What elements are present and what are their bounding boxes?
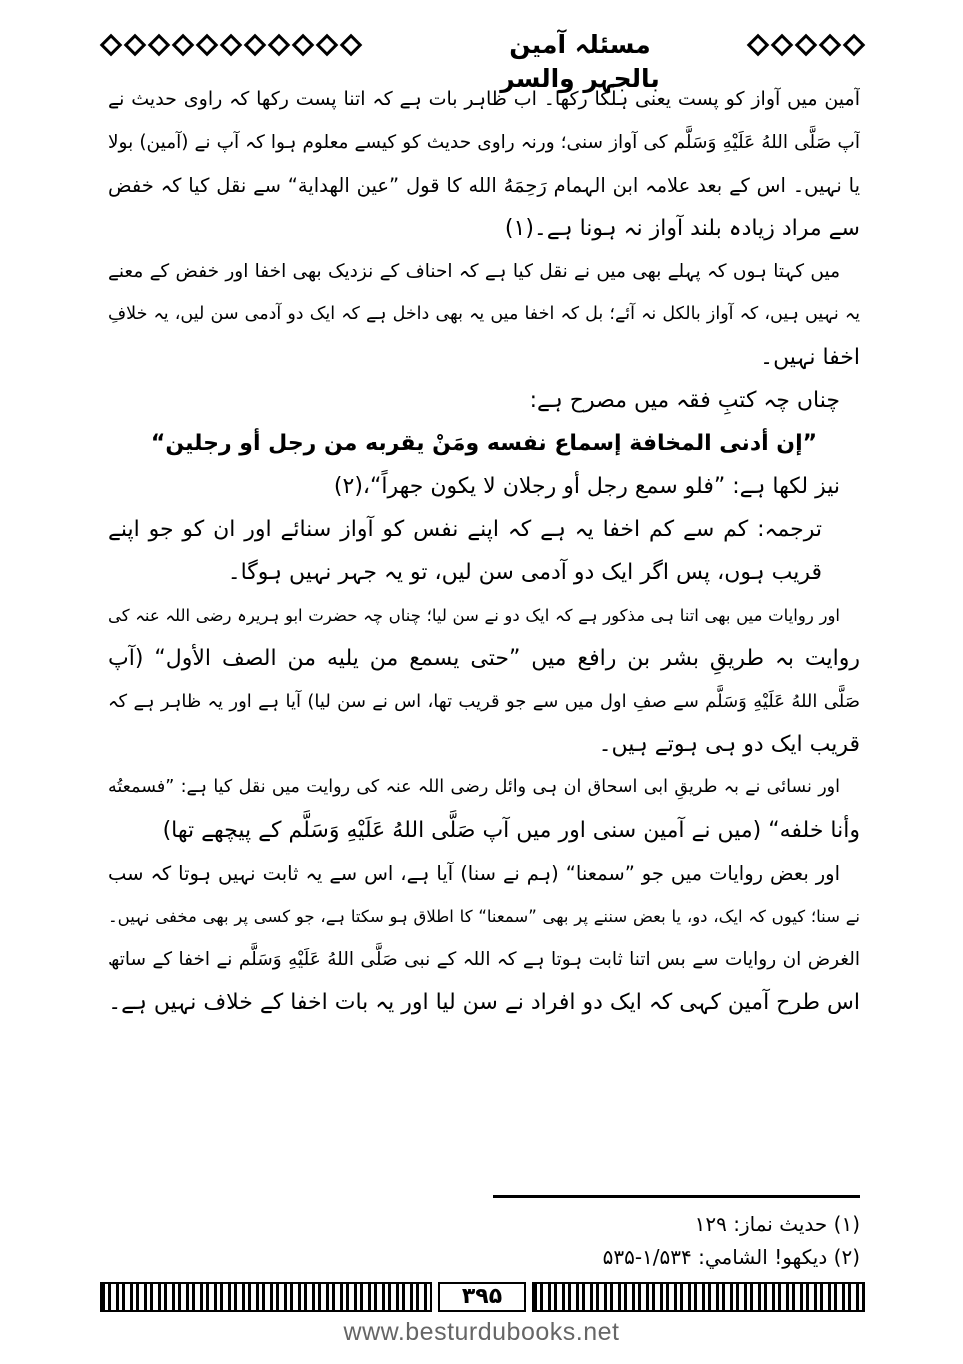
body-text	[108, 78, 860, 1024]
text-line: ترجمہ: کم سے کم اخفا یہ ہے کہ اپنے نفس کو آواز سنائے اور ان کو جو اپنے	[108, 517, 822, 542]
page-number: ۳۹۵	[438, 1282, 526, 1312]
footer-ornament-left	[100, 1282, 432, 1312]
text-line: چناں چہ کتبِ فقہ میں مصرح ہے:	[529, 388, 840, 413]
page-footer	[100, 1282, 865, 1314]
footnote-1: (۱) حدیث نماز: ۱۲۹	[694, 1212, 860, 1236]
text-line: ”إن أدنى المخافة إسماع نفسه ومَنْ يقربه من رجل أو رجلين“	[150, 431, 818, 456]
footer-ornament-right	[532, 1282, 865, 1312]
text-line: یا نہیں۔ اس کے بعد علامہ ابن الہمام رَحِمَهُ الله کا قول ”عین الهداية“ سے نقل کیا کہ خفض	[108, 174, 860, 197]
text-line: آمین میں آواز کو پست یعنی ہلکا رکھا۔ اب ظاہر بات ہے کہ اتنا پست رکھا کہ راوی حدیث نے	[108, 88, 860, 110]
text-line: صَلَّى اللهُ عَلَيْهِ وَسَلَّم سے صفِ اول میں سے جو قریب تھا، اس نے سن لیا) آیا ہے اور یہ ظاہر ہے کہ	[108, 691, 860, 712]
text-line: نے سنا؛ کیوں کہ ایک، دو، یا بعض سننے پر بھی ”سمعنا“ کا اطلاق ہو سکتا ہے، جو کسی پر بھی مخفی نہیں۔	[108, 907, 860, 926]
text-line: اور روایات میں بھی اتنا ہی مذکور ہے کہ ایک دو نے سن لیا؛ چناں چہ حضرت ابو ہریرہ رضی اللہ عنہ کی	[108, 606, 840, 625]
footnote-divider	[493, 1195, 860, 1198]
text-line: روایت بہ طریقِ بشر بن رافع میں ”حتى يسمع من يليه من الصف الأول“ (آپ	[108, 646, 860, 671]
text-line: قریب ایک دو ہی ہوتے ہیں۔	[598, 732, 860, 757]
text-line: نیز لکھا ہے: ”فلو سمع رجل أو رجلان لا يكون جهراً“،(۲)	[333, 474, 840, 499]
page-header	[100, 28, 865, 93]
header-ornament-left	[100, 33, 450, 57]
text-line: سے مراد زیادہ بلند آواز نہ ہونا ہے۔(۱)	[504, 216, 860, 241]
text-line: اس طرح آمین کہی کہ ایک دو افراد نے سن لیا اور یہ بات اخفا کے خلاف نہیں ہے۔	[108, 990, 860, 1015]
text-line: الغرض ان روایات سے بس اتنا ثابت ہوتا ہے کہ اللہ کے نبی صَلَّى اللهُ عَلَيْهِ وَسَلَّم نے اخفا کے ساتھ	[108, 949, 860, 970]
text-line: اور بعض روایات میں جو ”سمعنا“ (ہم نے سنا) آیا ہے، اس سے یہ ثابت نہیں ہوتا کہ سب	[108, 862, 840, 885]
text-line: میں کہتا ہوں کہ پہلے بھی میں نے نقل کیا ہے کہ احناف کے نزدیک بھی اخفا اور خفض کے معنے	[108, 261, 840, 282]
text-line: وأنا خلفه“ (میں نے آمین سنی اور میں آپ صَلَّى اللهُ عَلَيْهِ وَسَلَّم کے پیچھے تھا)	[162, 818, 860, 843]
footnote-2: (۲) دیکھو! الشامي: ۱/۵۳۴-۵۳۵	[602, 1245, 860, 1269]
text-line: اور نسائی نے بہ طریقِ ابی اسحاق ان ہی وائل رضی اللہ عنہ کی روایت میں نقل کیا ہے: ”فسمعتُه	[108, 777, 840, 797]
running-title: مسئلہ آمین بالجہر والسر	[500, 30, 660, 93]
text-line: آپ صَلَّى اللهُ عَلَيْهِ وَسَلَّم کی آواز سنی؛ ورنہ راوی حدیث کو کیسے معلوم ہوا کہ آپ نے (آمین) بولا	[108, 132, 860, 153]
header-ornament-right	[705, 33, 865, 57]
text-line: اخفا نہیں۔	[760, 345, 860, 370]
watermark-url: www.besturdubooks.net	[343, 1318, 620, 1346]
text-line: یہ نہیں ہیں، کہ آواز بالکل نہ آئے؛ بل کہ اخفا میں یہ بھی داخل ہے کہ ایک دو آدمی سن لیں، یہ خلافِ	[108, 304, 860, 324]
footnotes	[500, 1208, 860, 1274]
text-line: قریب ہوں، پس اگر ایک دو آدمی سن لیں، تو یہ جہر نہیں ہوگا۔	[227, 560, 822, 585]
